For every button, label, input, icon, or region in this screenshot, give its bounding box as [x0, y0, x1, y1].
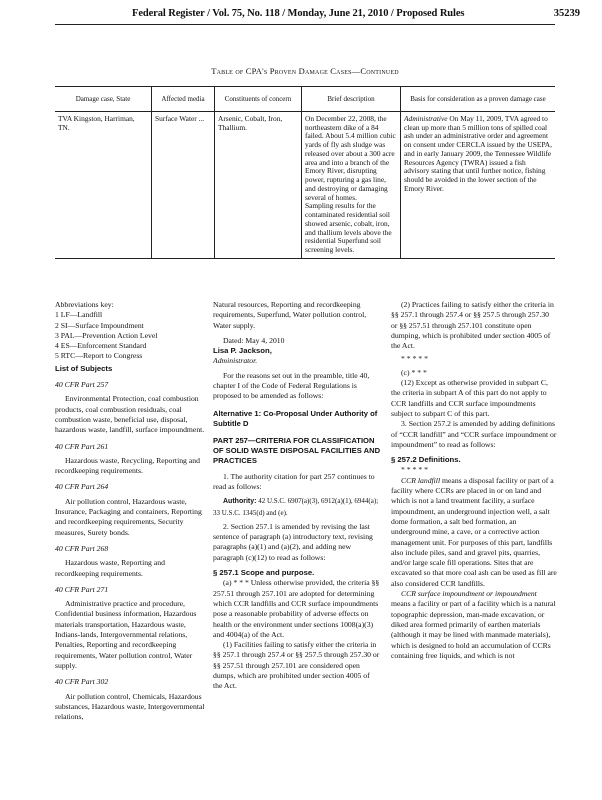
table-row	[55, 112, 555, 259]
part-heading: PART 257—CRITERIA FOR CLASSIFICATION OF SOLID WASTE DISPOSAL FACILITIES AND PRACTICES	[213, 435, 381, 465]
page-number: 35239	[553, 8, 580, 19]
subject-terms-cont: Natural resources, Reporting and recordkeeping requirements, Superfund, Water pollution control, Water supply.	[213, 300, 367, 330]
authority-text: 42 U.S.C. 6907(a)(3), 6912(a)(1), 6944(a); 33 U.S.C. 1345(d) and (e).	[213, 497, 379, 517]
definition-text: means a disposal facility or part of a facility where CCRs are placed in or on land and which is not a land treatment facility, a surface impoundment, an underground injection well, a salt dome formation, a salt bed formation, an underground mine, a cave, or a corrective action management unit. For purposes of this part, landfills also include piles, sand and gravel pits, quarries, and/or large scale fill operations. Sites that are excavated so that more coal ash can be used as fill are also considered CCR landfills.	[391, 475, 557, 588]
list-of-subjects-heading: List of Subjects	[55, 363, 113, 373]
cfr-part-heading: 40 CFR Part 268	[55, 543, 109, 553]
cfr-part-heading: 40 CFR Part 302	[55, 677, 109, 687]
omission-stars: * * * * *	[401, 465, 428, 475]
signer-name: Lisa P. Jackson,	[213, 346, 272, 356]
column-header: Basis for consideration as a proven damage case	[401, 87, 556, 112]
description-cell	[302, 112, 401, 259]
case-cell: TVA Kingston, Harriman, TN.	[55, 112, 152, 259]
authority-citation	[213, 496, 381, 518]
abbrev-item: 3 PAL—Prevention Action Level	[55, 330, 158, 340]
definition	[391, 589, 557, 661]
signer-title: Administrator.	[213, 356, 258, 366]
description-text: On December 22, 2008, the northeastern dike of a 84 failed. About 5.4 million cubic yards of fly ash sludge was released over about a 300 acre area and into a branch of the Emory River, disrupting power, rupturing a gas line, and destroying or damaging several of homes.	[305, 114, 396, 202]
amendatory-instruction: 1. The authority citation for part 257 continues to read as follows:	[213, 471, 375, 491]
cfr-part-heading: 40 CFR Part 271	[55, 584, 109, 594]
column-header: Damage case, State	[55, 87, 152, 112]
subject-terms: Air pollution control, Hazardous waste, Insurance, Packaging and containers, Reporting and recordkeeping requirements, Security measures, Surety bonds.	[55, 496, 202, 537]
paragraph-c: (c) * * *	[401, 367, 427, 377]
column-middle	[213, 300, 381, 692]
media-cell: Surface Water ...	[152, 112, 215, 259]
dated-line: Dated: May 4, 2010	[223, 335, 285, 345]
column-header: Brief description	[302, 87, 401, 112]
definition	[391, 476, 557, 589]
cfr-part-heading: 40 CFR Part 264	[55, 482, 109, 492]
section-heading: § 257.2 Definitions.	[391, 455, 461, 465]
page-header	[0, 6, 602, 22]
column-left	[55, 300, 205, 722]
abbrev-heading: Abbreviations key:	[55, 300, 114, 309]
column-right	[391, 300, 557, 661]
abbrev-item: 4 ES—Enforcement Standard	[55, 341, 147, 351]
abbrev-item: 5 RTC—Report to Congress	[55, 351, 143, 361]
section-heading: § 257.1 Scope and purpose.	[213, 568, 315, 578]
authority-label: Authority:	[223, 498, 257, 506]
description-text: Sampling results for the contaminated residential soil showed arsenic, cobalt, iron, and thallium levels above the residential Superfund soil screening levels.	[305, 201, 392, 255]
paragraph-a2: (2) Practices failing to satisfy either the criteria in §§ 257.1 through 257.4 or §§ 257.5 through 257.30 or §§ 257.51 through 257.101 constitute open dumping, which is prohibited under section 4005 of the Act.	[391, 300, 554, 351]
cfr-part-heading: 40 CFR Part 257	[55, 380, 109, 390]
running-head: Federal Register / Vol. 75, No. 118 / Monday, June 21, 2010 / Proposed Rules	[132, 8, 465, 19]
defined-term: CCR surface impoundment or impoundment	[401, 589, 537, 599]
table-title: Table of CPA's Proven Damage Cases—Continued	[211, 66, 399, 76]
subject-terms: Administrative practice and procedure, Confidential business information, Hazardous materials transportation, Hazardous waste, Indians-lands, Intergovernmental relations, Penalties, Reporting and recordkeeping requirements, Water pollution control, Water supply.	[55, 599, 197, 670]
column-header: Constituents of concern	[215, 87, 302, 112]
subject-terms: Environmental Protection, coal combustion products, coal combustion residuals, coal combustion waste, beneficial use, disposal, hazardous waste, landfill, surface impoundment.	[55, 394, 205, 435]
abbrev-item: 1 LF—Landfill	[55, 310, 103, 320]
subject-terms: Hazardous waste, Recycling, Reporting and recordkeeping requirements.	[55, 455, 200, 476]
paragraph-a: (a) * * * Unless otherwise provided, the criteria §§ 257.51 through 257.101 are adopted for determining which CCR landfills and CCR surface impoundments pose a reasonable probability of adverse effects on health or the environment under sections 1008(a)(3) and 4004(a) of the Act.	[213, 578, 380, 639]
basis-lead: Administrative	[404, 114, 448, 123]
cfr-part-heading: 40 CFR Part 261	[55, 441, 109, 451]
basis-text: On May 11, 2009, TVA agreed to clean up more than 5 million tons of spilled coal ash under an administrative order and agreement on consent under CERCLA issued by the USEPA, and in early January 2009, the Tennessee Wildlife Resources Agency (TWRA) issued a fish advisory stating that until further notice, fishing should be avoided in the lower section of the Emory River.	[404, 114, 552, 193]
omission-stars: * * * * *	[401, 354, 428, 364]
preamble-text: For the reasons set out in the preamble, title 40, chapter I of the Code of Federal Regulations is proposed to be amended as follows:	[213, 370, 370, 401]
paragraph-a1: (1) Facilities failing to satisfy either the criteria in §§ 257.1 through 257.4 or §§ 257.5 through 257.30 or §§ 257.51 through 257.101 are considered open dumps, which are prohibited under section 4005 of the Act.	[213, 640, 380, 691]
abbrev-item: 2 SI—Surface Impoundment	[55, 320, 144, 330]
defined-term: CCR landfill	[401, 475, 441, 485]
constituents-cell: Arsenic, Cobalt, Iron, Thallium.	[215, 112, 302, 259]
column-header: Affected media	[152, 87, 215, 112]
header-rule	[55, 24, 555, 25]
amendatory-instruction: 2. Section 257.1 is amended by revising the last sentence of paragraph (a) introductory text, revising paragraphs (a)(1) and (a)(2), and adding new paragraph (c)(12) to read as follows:	[213, 521, 373, 562]
paragraph-c12: (12) Except as otherwise provided in subpart C, the criteria in subpart A of this part do not apply to CCR landfills and CCR surface impoundments subject to subpart C of this part.	[391, 378, 548, 418]
table-header-row	[55, 87, 555, 112]
basis-cell	[401, 112, 556, 259]
subject-terms: Air pollution control, Chemicals, Hazardous substances, Hazardous waste, Intergovernmental relations,	[55, 691, 205, 722]
damage-cases-table	[55, 86, 555, 259]
subject-terms: Hazardous waste, Reporting and recordkeeping requirements.	[55, 558, 165, 578]
definition-text: means a facility or part of a facility which is a natural topographic depression, man-made excavation, or diked area formed primarily of earthen materials (although it may be lined with manmade materials), which is designed to hold an accumulation of CCRs containing free liquids, and which is not	[391, 599, 556, 660]
amendatory-instruction: 3. Section 257.2 is amended by adding definitions of “CCR landfill” and “CCR surface impoundment or impoundment” to read as follows:	[391, 419, 557, 449]
alternative-heading: Alternative 1: Co-Proposal Under Authority of Subtitle D	[213, 408, 378, 428]
